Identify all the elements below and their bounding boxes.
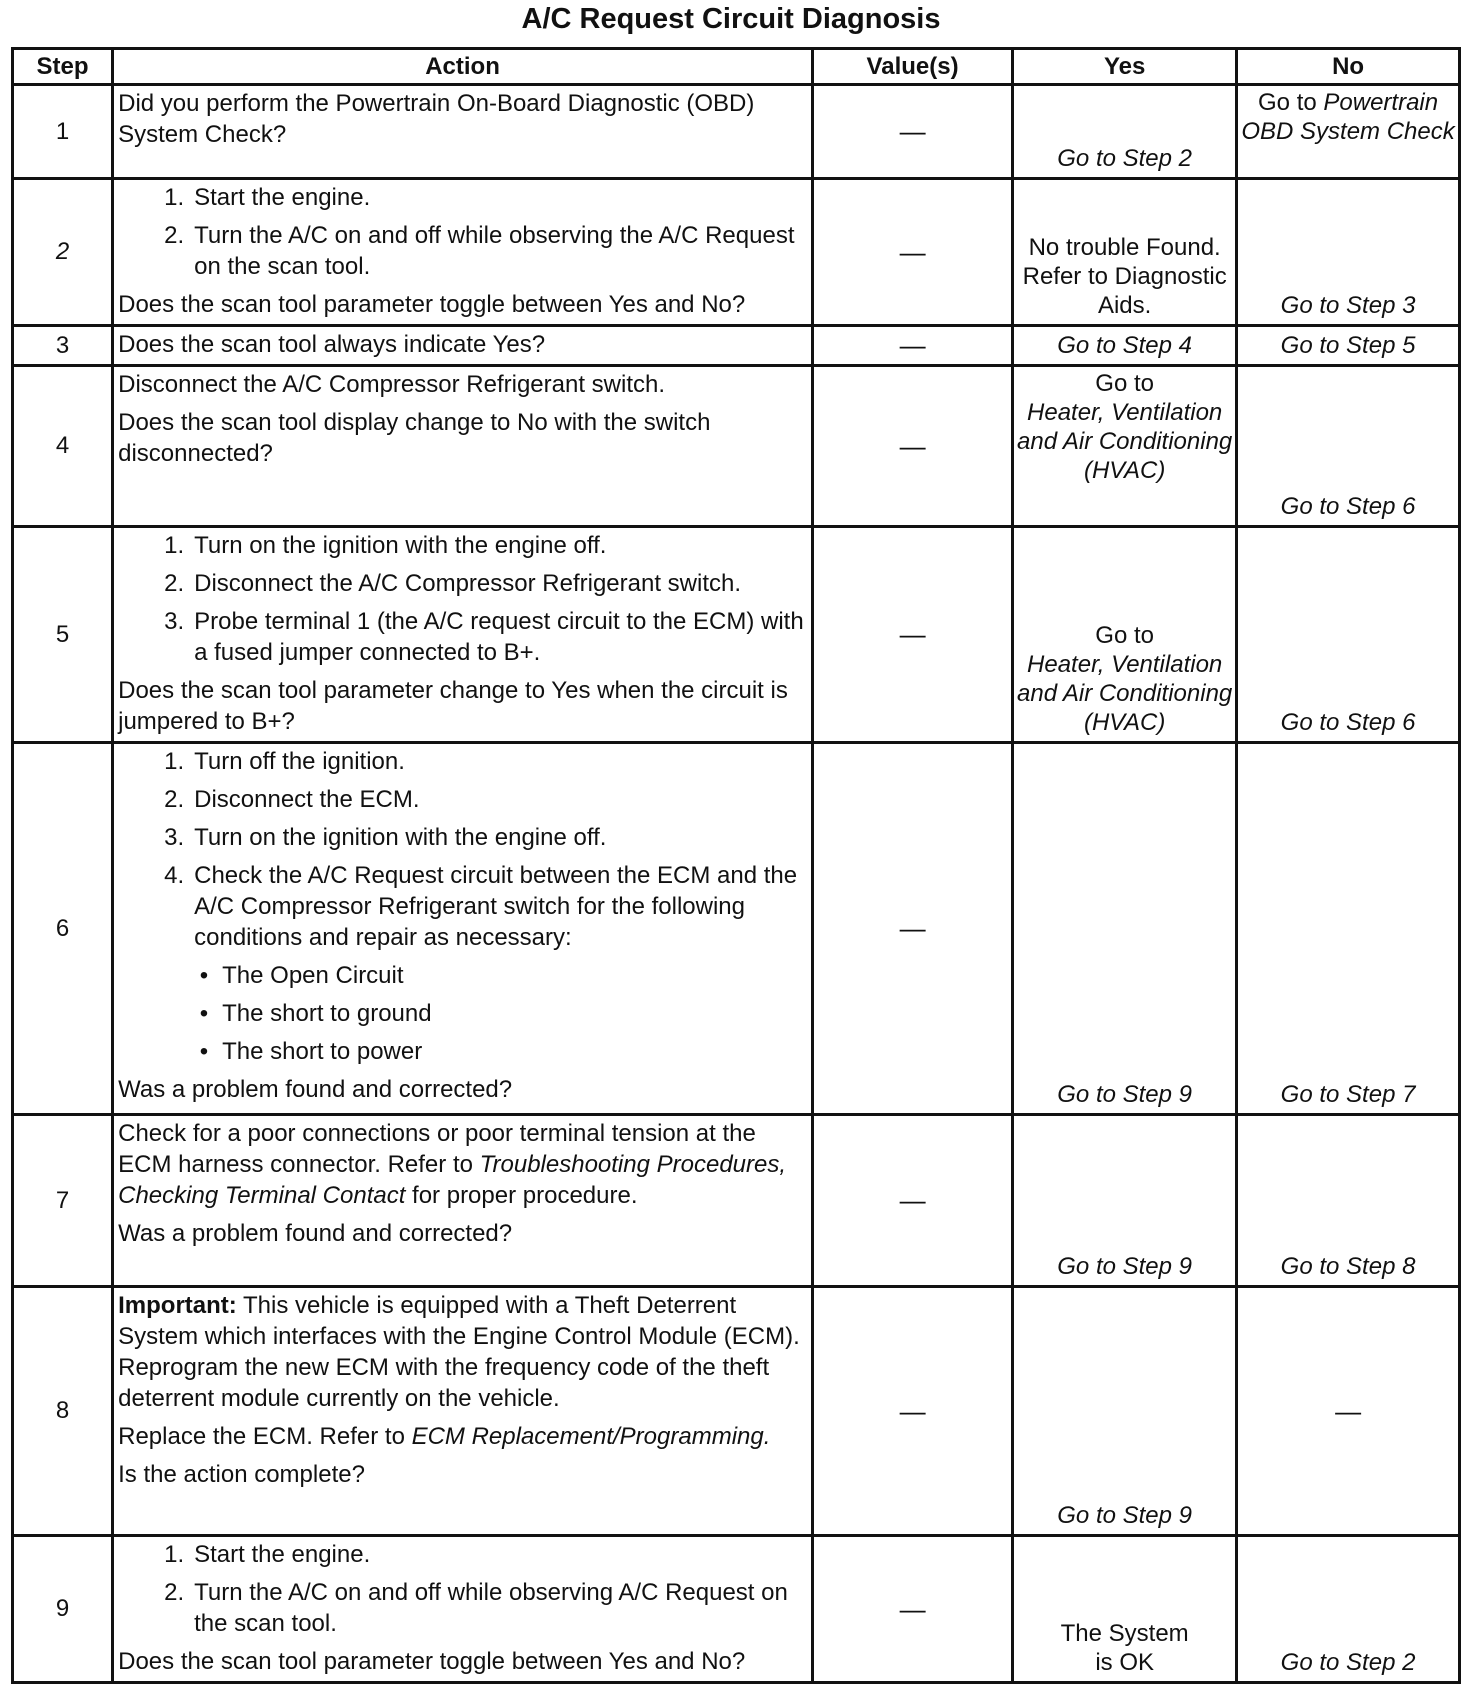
no-text: Go to Step 2 <box>1280 1649 1416 1676</box>
value-cell: — <box>812 1115 1012 1287</box>
value-cell: — <box>812 366 1012 527</box>
yes-link: Heater, Ventilation and Air Conditioning (HVAC) <box>1017 399 1233 484</box>
step-number: 3 <box>13 326 113 366</box>
no-cell <box>1237 366 1460 527</box>
action-cell <box>113 1287 813 1536</box>
list-item: 1. Start the engine. <box>164 1541 371 1568</box>
diagnosis-table <box>11 47 1461 1684</box>
yes-prefix: Go to <box>1095 622 1154 649</box>
step-number: 9 <box>13 1536 113 1683</box>
table-row <box>13 179 1460 326</box>
no-cell <box>1237 1115 1460 1287</box>
list-item: 1. Start the engine. <box>164 184 371 211</box>
list-item: 1. Turn on the ignition with the engine off. <box>164 532 607 559</box>
table-row <box>13 743 1460 1115</box>
value-cell: — <box>812 527 1012 743</box>
action-cell <box>113 1115 813 1287</box>
action-cell <box>113 1536 813 1683</box>
no-cell <box>1237 326 1460 366</box>
table-row <box>13 527 1460 743</box>
list-item: 2. Turn the A/C on and off while observing A/C Request on the scan tool. <box>164 1579 788 1637</box>
bullet-item: • The short to power <box>199 1038 423 1065</box>
yes-text: Go to Step 9 <box>1057 1081 1193 1108</box>
step-number: 6 <box>13 743 113 1115</box>
no-text: Go to Step 8 <box>1280 1253 1416 1280</box>
header-action: Action <box>113 49 813 85</box>
yes-text: Go to Step 2 <box>1057 145 1193 172</box>
step-number: 5 <box>13 527 113 743</box>
table-row <box>13 1536 1460 1683</box>
no-cell <box>1237 1536 1460 1683</box>
important-label: Important: <box>118 1292 237 1319</box>
yes-text: Go to Step 4 <box>1057 331 1193 359</box>
yes-cell <box>1013 1115 1237 1287</box>
no-cell: — <box>1237 1287 1460 1536</box>
action-text: Check for a poor connections or poor terminal tension at the ECM harness connector. Refer to Troubleshooting Procedures, Checking Terminal Contact for proper procedure. <box>118 1120 787 1209</box>
yes-cell <box>1013 85 1237 179</box>
yes-cell <box>1013 743 1237 1115</box>
list-item: 2. Disconnect the ECM. <box>164 786 420 813</box>
step-number: 2 <box>13 179 113 326</box>
list-item: 3. Probe terminal 1 (the A/C request circuit to the ECM) with a fused jumper connected to B+. <box>164 608 804 666</box>
action-text: Disconnect the A/C Compressor Refrigerant switch. <box>118 371 666 398</box>
no-text: Go to Step 6 <box>1280 709 1416 736</box>
yes-cell <box>1013 366 1237 527</box>
yes-text: Go to Step 9 <box>1057 1502 1193 1529</box>
table-row <box>13 366 1460 527</box>
list-item: 2. Turn the A/C on and off while observing the A/C Request on the scan tool. <box>164 222 795 280</box>
action-cell <box>113 179 813 326</box>
yes-cell <box>1013 1287 1237 1536</box>
no-cell <box>1237 179 1460 326</box>
no-link: Powertrain OBD System Check <box>1241 89 1455 145</box>
page-title: A/C Request Circuit Diagnosis <box>521 3 941 35</box>
list-item: 4. Check the A/C Request circuit between the ECM and the A/C Compressor Refrigerant switch for the following conditions and repair as necessary: <box>164 862 798 951</box>
action-text: Replace the ECM. Refer to ECM Replacement/Programming. <box>118 1423 771 1450</box>
no-cell <box>1237 743 1460 1115</box>
action-cell <box>113 743 813 1115</box>
question-text: Does the scan tool display change to No with the switch disconnected? <box>118 409 711 467</box>
yes-cell <box>1013 1536 1237 1683</box>
question-text: Was a problem found and corrected? <box>118 1220 513 1247</box>
list-item: 2. Disconnect the A/C Compressor Refrigerant switch. <box>164 570 742 597</box>
yes-text: Go to Step 9 <box>1057 1253 1193 1280</box>
question-text: Does the scan tool parameter change to Yes when the circuit is jumpered to B+? <box>118 677 788 735</box>
header-step: Step <box>13 49 113 85</box>
step-number: 7 <box>13 1115 113 1287</box>
procedure-link: Troubleshooting Procedures, Checking Terminal Contact <box>118 1151 787 1209</box>
action-cell <box>113 326 813 366</box>
no-text: Go to Step 7 <box>1280 1081 1416 1108</box>
header-values: Value(s) <box>812 49 1012 85</box>
header-no: No <box>1237 49 1460 85</box>
yes-cell <box>1013 179 1237 326</box>
yes-link: Heater, Ventilation and Air Conditioning (HVAC) <box>1017 651 1233 736</box>
table-row <box>13 326 1460 366</box>
step-number: 8 <box>13 1287 113 1536</box>
value-cell: — <box>812 743 1012 1115</box>
value-cell: — <box>812 326 1012 366</box>
no-cell <box>1237 85 1460 179</box>
yes-text: No trouble Found. Refer to Diagnostic Aids. <box>1022 234 1227 319</box>
yes-cell <box>1013 527 1237 743</box>
header-row <box>13 49 1460 85</box>
yes-prefix: Go to <box>1095 370 1154 397</box>
yes-text: The System is OK <box>1060 1620 1189 1676</box>
action-text: Did you perform the Powertrain On-Board Diagnostic (OBD) System Check? <box>118 90 755 148</box>
no-cell <box>1237 527 1460 743</box>
action-cell <box>113 527 813 743</box>
question-text: Was a problem found and corrected? <box>118 1076 513 1103</box>
value-cell: — <box>812 1536 1012 1683</box>
bullet-item: • The Open Circuit <box>199 962 404 989</box>
no-text: Go to Step 3 <box>1280 292 1416 319</box>
question-text: Is the action complete? <box>118 1461 365 1488</box>
header-yes: Yes <box>1013 49 1237 85</box>
table-row <box>13 1115 1460 1287</box>
list-item: 1. Turn off the ignition. <box>164 748 405 775</box>
value-cell: — <box>812 1287 1012 1536</box>
table-row <box>13 1287 1460 1536</box>
action-cell <box>113 366 813 527</box>
bullet-item: • The short to ground <box>199 1000 432 1027</box>
value-cell: — <box>812 85 1012 179</box>
question-text: Does the scan tool parameter toggle between Yes and No? <box>118 1648 746 1675</box>
table-row <box>13 85 1460 179</box>
question-text: Does the scan tool parameter toggle between Yes and No? <box>118 291 746 318</box>
no-text: Go to Step 6 <box>1280 493 1416 520</box>
list-item: 3. Turn on the ignition with the engine off. <box>164 824 607 851</box>
step-number: 4 <box>13 366 113 527</box>
important-note: Important: This vehicle is equipped with a Theft Deterrent System which interfaces with the Engine Control Module (ECM). Reprogram the new ECM with the frequency code of the theft deterrent module currently on the vehicle. <box>118 1292 800 1412</box>
no-text: Go to Step 5 <box>1280 331 1416 359</box>
no-prefix: Go to <box>1258 89 1324 116</box>
yes-cell <box>1013 326 1237 366</box>
question-text: Does the scan tool always indicate Yes? <box>118 331 546 358</box>
step-number: 1 <box>13 85 113 179</box>
action-cell <box>113 85 813 179</box>
procedure-link: ECM Replacement/Programming. <box>411 1423 771 1450</box>
value-cell: — <box>812 179 1012 326</box>
